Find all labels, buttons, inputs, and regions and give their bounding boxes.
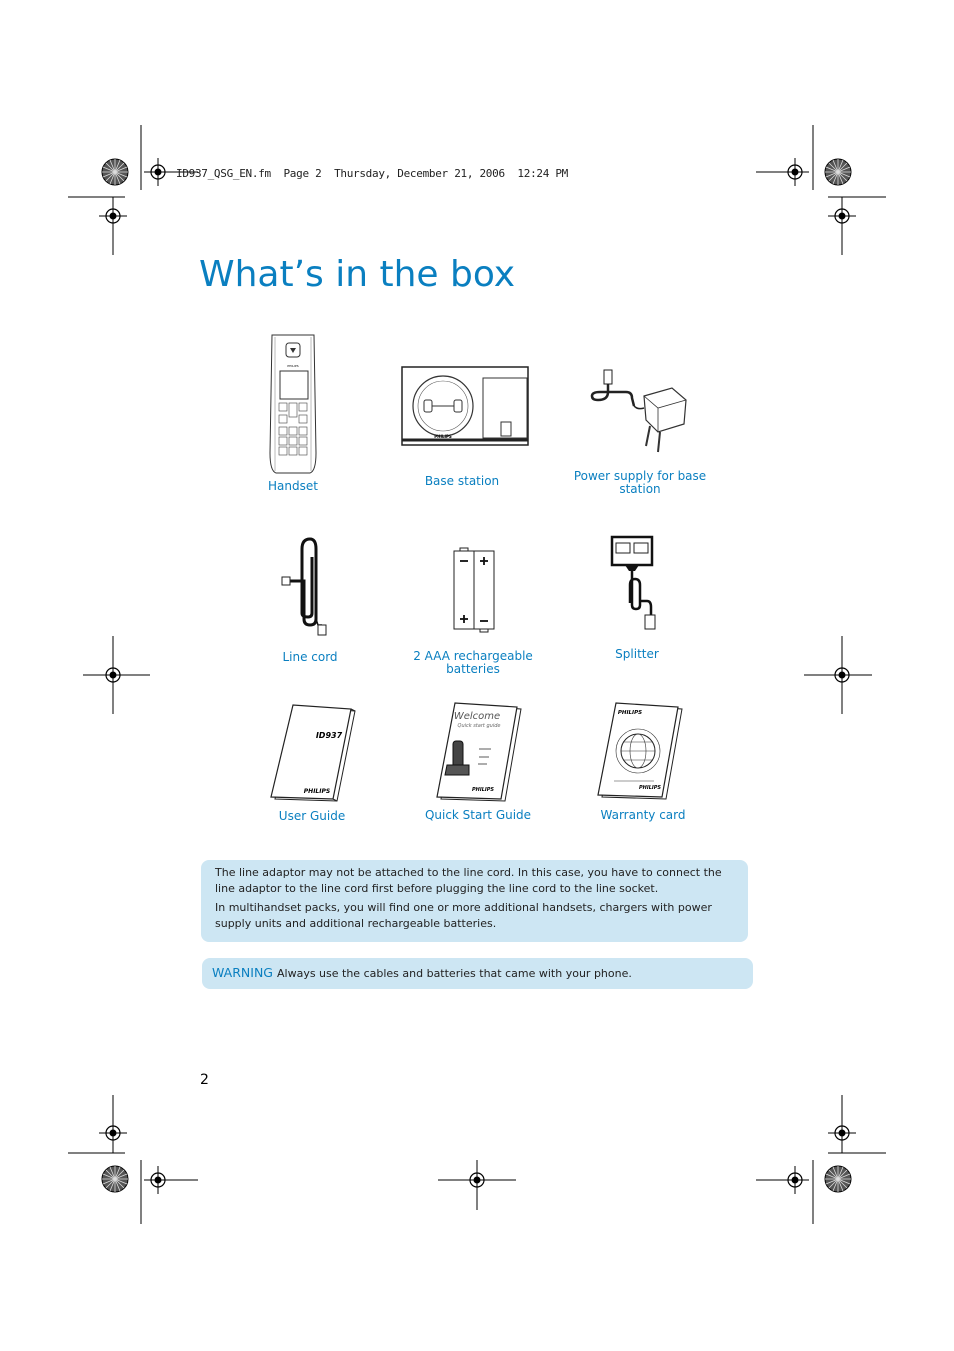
base-station-brand: PHILIPS	[434, 434, 452, 439]
qsg-brand: PHILIPS	[471, 787, 495, 793]
warning-box	[202, 958, 753, 989]
item-label-quick-start-guide: Quick Start Guide	[424, 808, 532, 822]
note-paragraph-2: In multihandset packs, you will find one or more additional handsets, chargers with power supply units and additional rechargeable batteries.	[215, 901, 712, 930]
item-label-handset: Handset	[268, 479, 318, 493]
item-label-base-station: Base station	[424, 474, 500, 488]
user-guide-model: ID937	[315, 731, 343, 740]
quick-start-guide-icon	[433, 701, 525, 803]
user-guide-icon	[267, 703, 359, 803]
line-cord-icon	[280, 537, 330, 639]
batteries-icon	[450, 547, 498, 633]
warranty-brand-top: PHILIPS	[617, 710, 643, 716]
power-supply-icon	[588, 366, 692, 458]
item-label-power-supply: Power supply for base station	[573, 469, 707, 496]
handset-brand: PHILIPS	[287, 364, 299, 368]
note-box	[201, 860, 748, 942]
item-label-splitter: Splitter	[615, 647, 659, 661]
item-label-user-guide: User Guide	[278, 809, 346, 823]
page-number: 2	[200, 1072, 209, 1088]
qsg-welcome: Welcome	[453, 711, 501, 722]
warning-label: WARNING	[212, 965, 273, 980]
user-guide-brand: PHILIPS	[303, 788, 331, 795]
warranty-brand-bottom: PHILIPS	[638, 785, 662, 791]
warranty-card-icon	[596, 701, 686, 801]
file-header: ID937_QSG_EN.fm Page 2 Thursday, December 21, 2006 12:24 PM	[176, 167, 568, 180]
splitter-icon	[609, 535, 659, 637]
item-label-batteries: 2 AAA rechargeable batteries	[413, 649, 533, 676]
item-label-warranty-card: Warranty card	[600, 808, 686, 822]
note-paragraph-1: The line adaptor may not be attached to the line cord. In this case, you have to connect the line adaptor to the line cord first before plugging the line cord to the line socket.	[215, 866, 722, 895]
item-label-line-cord: Line cord	[282, 650, 338, 664]
qsg-subtitle: Quick start guide	[457, 723, 501, 729]
base-station-icon	[401, 366, 529, 448]
handset-icon	[266, 333, 320, 475]
page-title: What’s in the box	[199, 254, 516, 295]
warning-text: Always use the cables and batteries that came with your phone.	[277, 967, 632, 980]
